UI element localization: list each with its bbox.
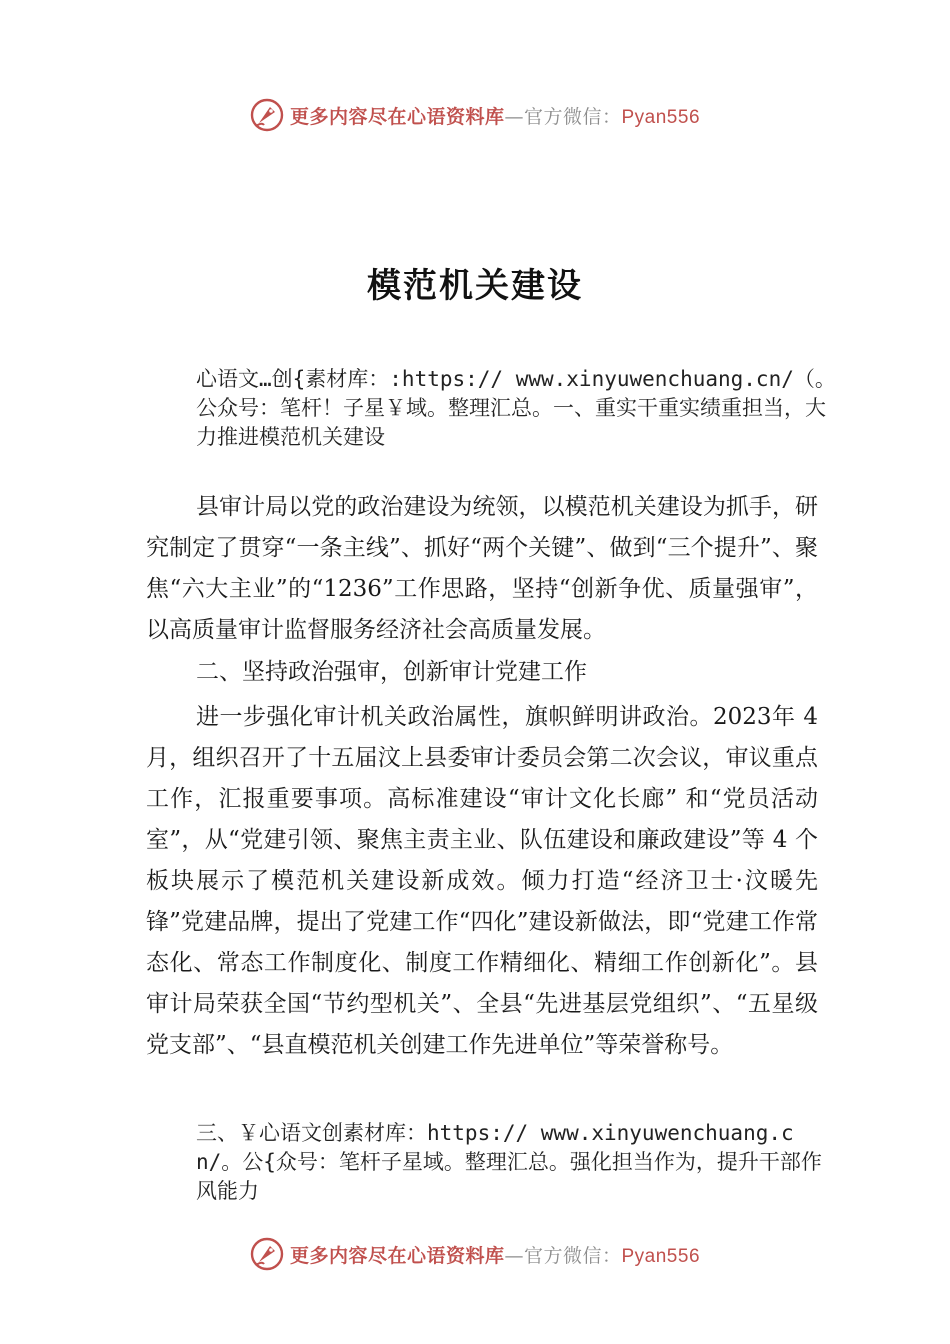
pen-nib-logo-icon xyxy=(250,1237,284,1271)
footer-banner-text xyxy=(290,1241,700,1268)
banner-main-text: 更多内容尽在心语资料库 xyxy=(289,1244,505,1267)
banner-wechat-id: Pyan556 xyxy=(621,1245,701,1267)
pen-nib-logo-icon xyxy=(250,98,284,132)
document-title: 模范机关建设 xyxy=(367,266,583,306)
banner-wechat-label: 官方微信： xyxy=(523,105,622,128)
footer-banner xyxy=(0,1234,950,1274)
section-heading-2: 二、坚持政治强审，创新审计党建工作 xyxy=(196,659,587,685)
paragraph-1: 县审计局以党的政治建设为统领，以模范机关建设为抓手，研究制定了贯穿“一条主线”、抓好“两个关键”、做到“三个提升”、聚焦“六大主业”的“1236”工作思路，坚持“创新争优、质量强审”，以高质量审计监督服务经济社会高质量发展。 xyxy=(146,494,818,643)
banner-dash: — xyxy=(504,105,524,128)
banner-dash: — xyxy=(504,1244,524,1267)
paragraph-2: 进一步强化审计机关政治属性，旗帜鲜明讲政治。2023年 4 月，组织召开了十五届汶上县委审计委员会第二次会议，审议重点工作，汇报重要事项。高标准建设“审计文化长廊” 和“党员活动室”，从“党建引领、聚焦主责主业、队伍建设和廉政建设”等 4 个板块展示了模范机关建设新成效。倾力打造“经济卫士·汶暖先锋”党建品牌，提出了党建工作“四化”建设新做法，即“党建工作常态化、常态工作制度化、制度工作精细化、精细工作创新化”。县审计局荣获全国“节约型机关”、全县“先进基层党组织”、“五星级党支部”、“县直模范机关创建工作先进单位”等荣誉称号。 xyxy=(146,704,818,1058)
banner-main-text: 更多内容尽在心语资料库 xyxy=(289,105,505,128)
closing-block: 三、￥心语文创素材库：https:// www.xinyuwenchuang.cn/。公{众号：笔杆子星域。整理汇总。强化担当作为，提升干部作风能力 xyxy=(196,1121,822,1203)
intro-block: 心语文…创{素材库：:https:// www.xinyuwenchuang.cn/（。公众号：笔杆！子星￥域。整理汇总。一、重实干重实绩重担当，大力推进模范机关建设 xyxy=(196,367,836,449)
header-banner-text xyxy=(290,102,700,129)
banner-wechat-id: Pyan556 xyxy=(621,106,701,128)
header-banner xyxy=(0,95,950,135)
banner-wechat-label: 官方微信： xyxy=(523,1244,622,1267)
